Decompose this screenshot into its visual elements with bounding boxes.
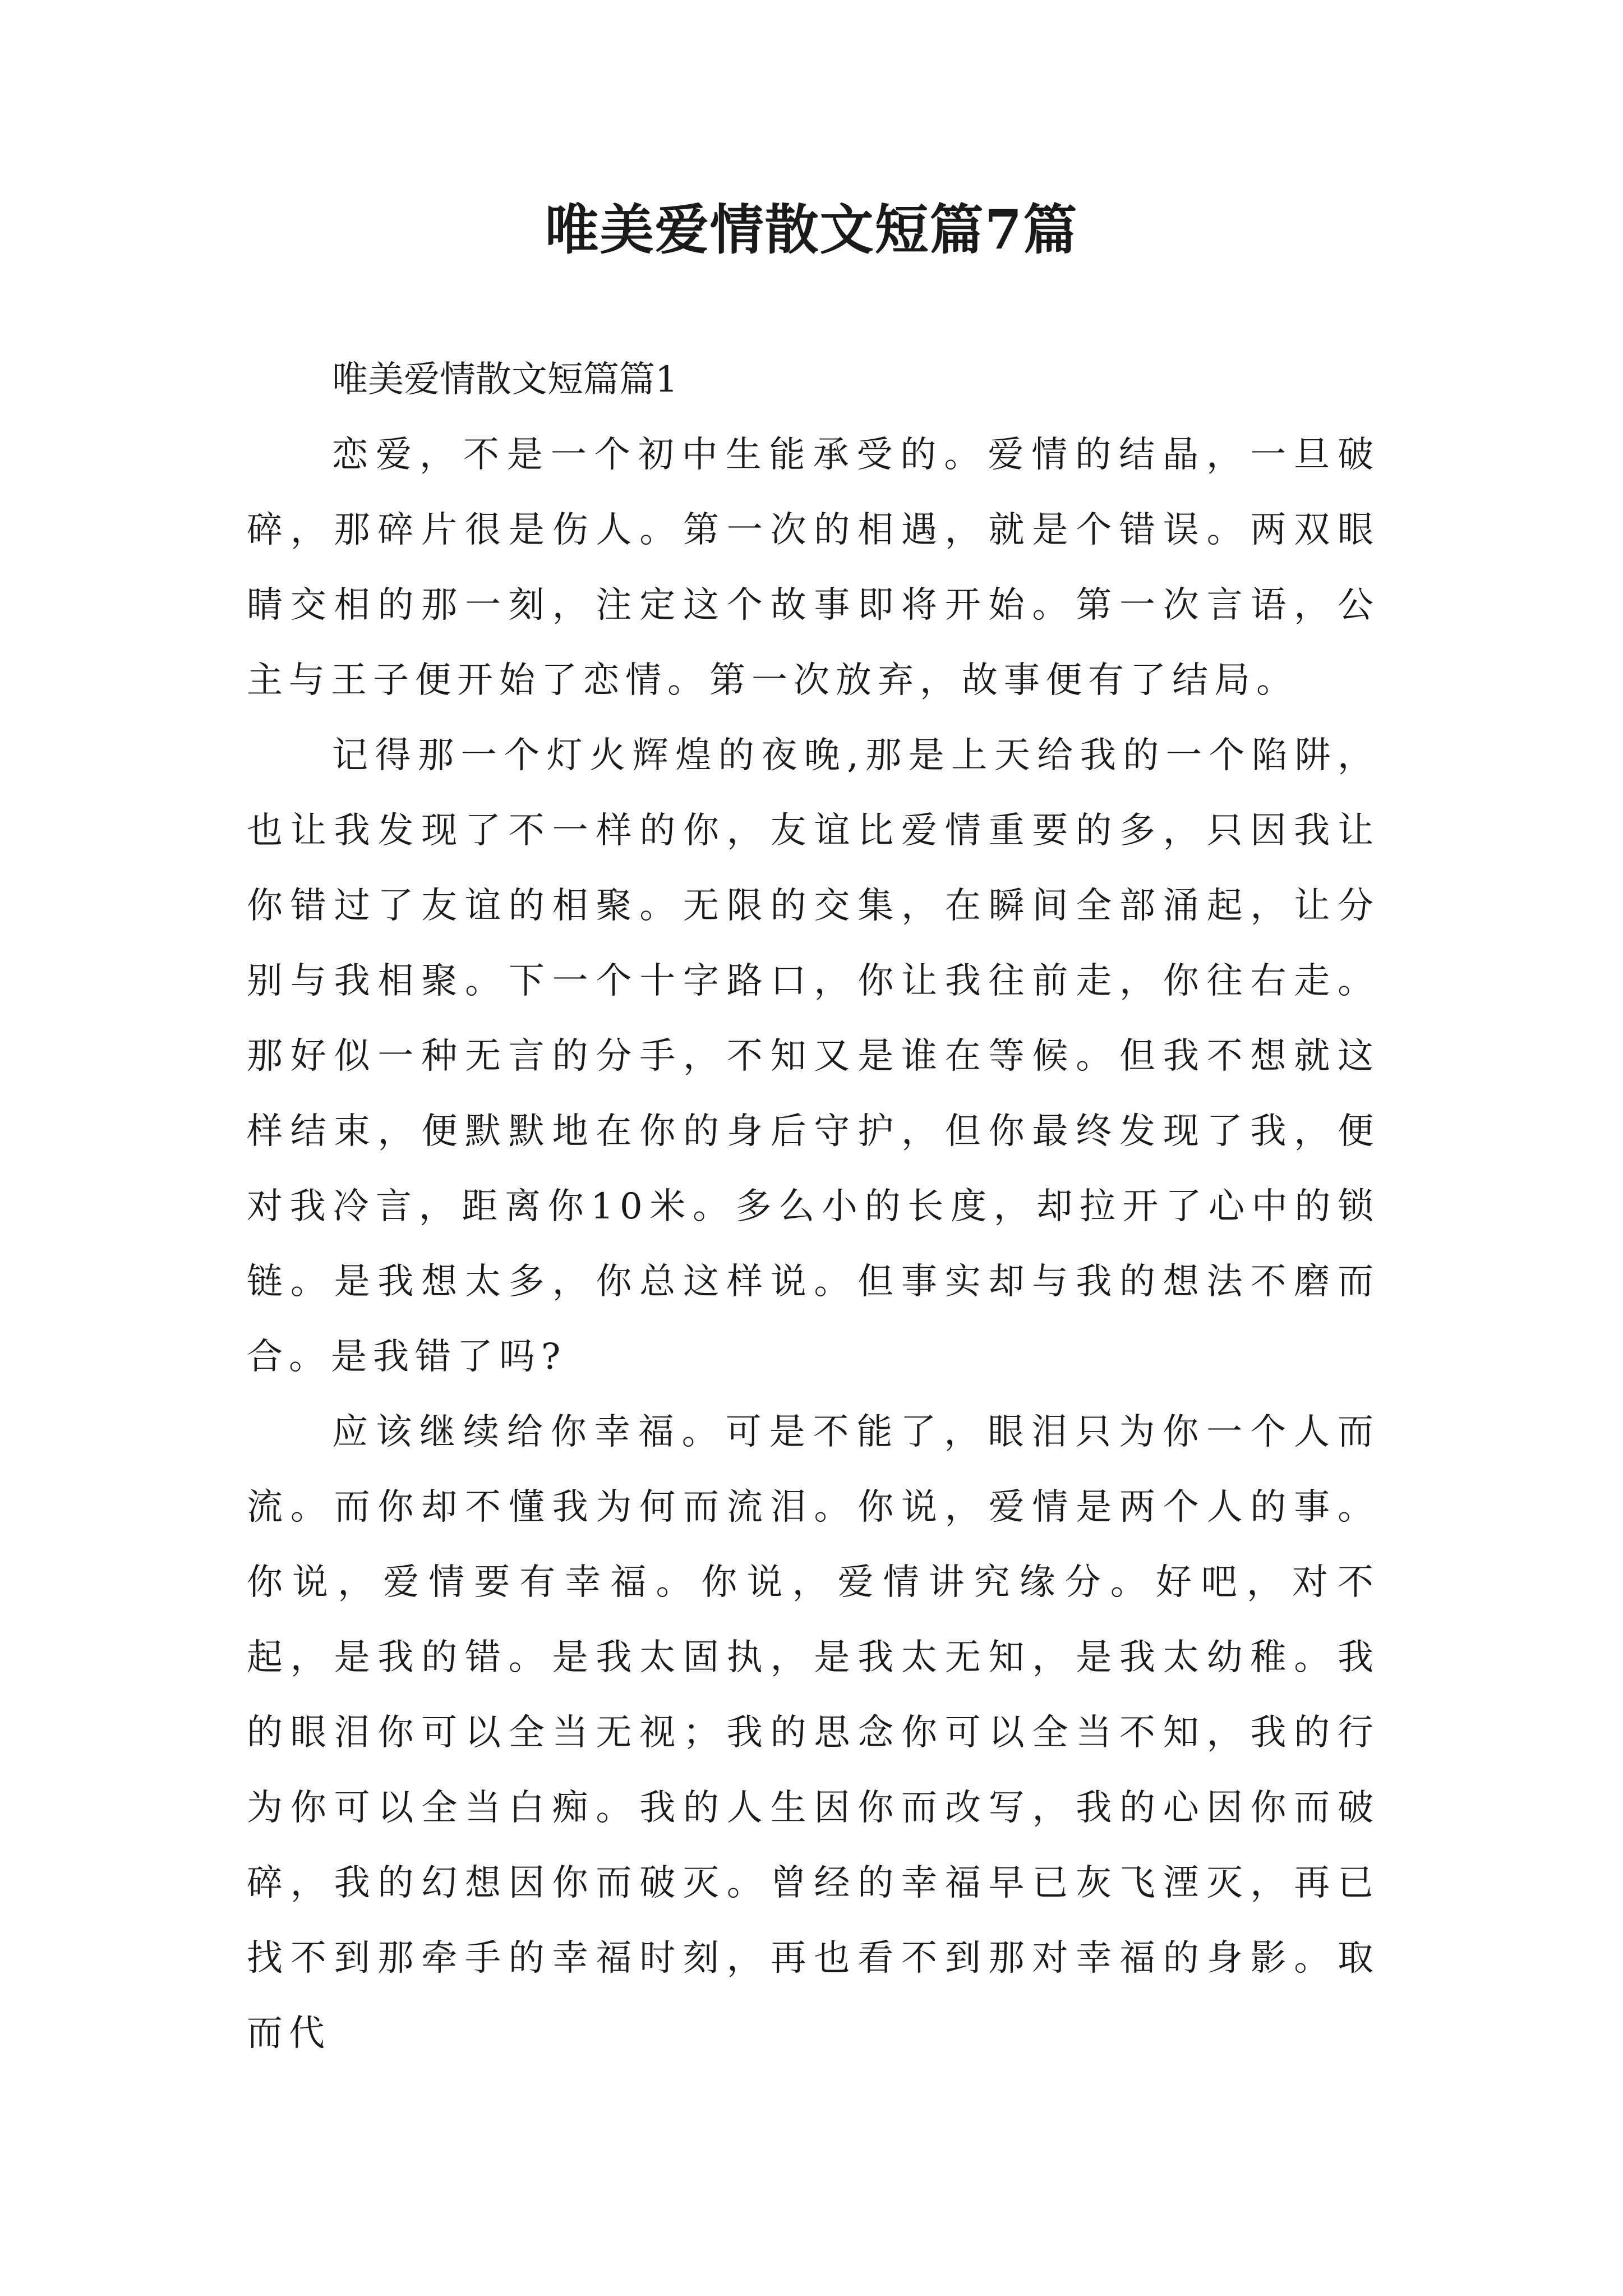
- document-body: [247, 342, 1380, 2071]
- document-title: 唯美爱情散文短篇7篇: [545, 198, 1078, 261]
- paragraph-3: 应该继续给你幸福。可是不能了，眼泪只为你一个人而流。而你却不懂我为何而流泪。你说，爱情是两个人的事。你说，爱情要有幸福。你说，爱情讲究缘分。好吧，对不起，是我的错。是我太固执，是我太无知，是我太幼稚。我的眼泪你可以全当无视；我的思念你可以全当不知，我的行为你可以全当白痴。我的人生因你而改写，我的心因你而破碎，我的幻想因你而破灭。曾经的幸福早已灰飞湮灭，再已找不到那牵手的幸福时刻，再也看不到那对幸福的身影。取而代: [247, 1411, 1380, 2054]
- paragraph-1: 恋爱，不是一个初中生能承受的。爱情的结晶，一旦破碎，那碎片很是伤人。第一次的相遇，就是个错误。两双眼睛交相的那一刻，注定这个故事即将开始。第一次言语，公主与王子便开始了恋情。第一次放弃，故事便有了结局。: [247, 434, 1380, 701]
- paragraph-2: 记得那一个灯火辉煌的夜晚,那是上天给我的一个陷阱，也让我发现了不一样的你，友谊比爱情重要的多，只因我让你错过了友谊的相聚。无限的交集，在瞬间全部涌起，让分别与我相聚。下一个十字路口，你让我往前走，你往右走。那好似一种无言的分手，不知又是谁在等候。但我不想就这样结束，便默默地在你的身后守护，但你最终发现了我，便对我冷言，距离你10米。多么小的长度，却拉开了心中的锁链。是我想太多，你总这样说。但事实却与我的想法不磨而合。是我错了吗?: [247, 735, 1380, 1378]
- section-heading: 唯美爱情散文短篇篇1: [332, 359, 678, 401]
